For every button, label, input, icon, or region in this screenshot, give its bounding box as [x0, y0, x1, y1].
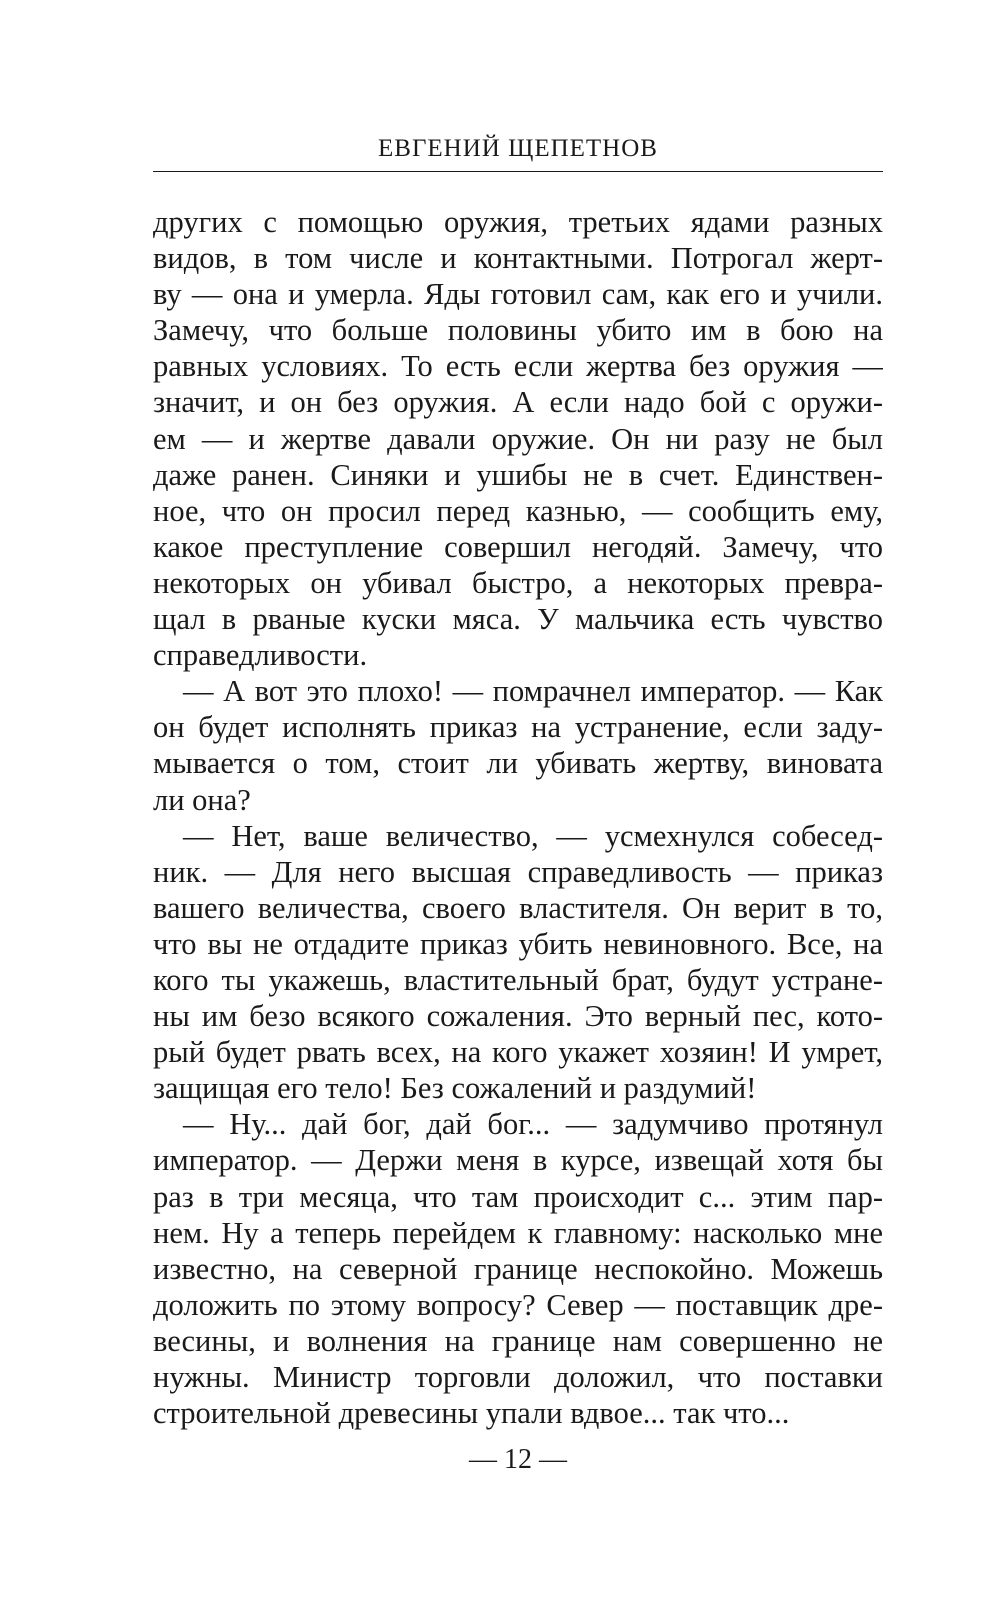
- page-number: — 12 —: [469, 1444, 567, 1475]
- text-line: нем. Ну а теперь перейдем к главному: насколько мне: [153, 1215, 883, 1250]
- text-line: других с помощью оружия, третьих ядами разных: [153, 205, 883, 239]
- text-line: ны им безо всякого сожаления. Это верный пес, кото-: [153, 999, 883, 1034]
- text-line: вашего величества, своего властителя. Он верит в то,: [153, 890, 883, 925]
- text-line: он будет исполнять приказ на устранение, если заду-: [153, 710, 883, 745]
- text-line: кого ты укажешь, властительный брат, будут устране-: [153, 962, 883, 997]
- text-line: видов, в том числе и контактными. Потрогал жерт-: [153, 241, 883, 276]
- text-line: ное, что он просил перед казнью, — сообщить ему,: [153, 493, 883, 528]
- text-line: рый будет рвать всех, на кого укажет хозяин! И умрет,: [153, 1035, 883, 1070]
- text-line: доложить по этому вопросу? Север — поставщик дре-: [153, 1287, 883, 1322]
- text-line: справедливости.: [153, 638, 368, 673]
- text-line: значит, и он без оружия. А если надо бой с оружи-: [153, 385, 883, 420]
- text-line: равных условиях. То есть если жертва без оружия —: [153, 349, 883, 384]
- text-line: нужны. Министр торговли доложил, что поставки: [153, 1360, 883, 1394]
- text-line: даже ранен. Синяки и ушибы не в счет. Единствен-: [153, 457, 883, 492]
- header-rule: [153, 171, 883, 172]
- text-line: какое преступление совершил негодяй. Замечу, что: [153, 529, 883, 564]
- text-line: раз в три месяца, что там происходит с... этим пар-: [153, 1179, 883, 1214]
- text-line: Замечу, что больше половины убито им в бою на: [153, 313, 883, 348]
- text-line: известно, на северной границе неспокойно. Можешь: [153, 1251, 883, 1286]
- text-line: щал в рваные куски мяса. У мальчика есть чувство: [153, 602, 883, 637]
- text-line: строительной древесины упали вдвое... так что...: [153, 1396, 790, 1431]
- text-line: император. — Держи меня в курсе, извещай хотя бы: [153, 1143, 883, 1178]
- text-line: мывается о том, стоит ли убивать жертву, виновата: [153, 746, 883, 781]
- text-line: весины, и волнения на границе нам совершенно не: [153, 1323, 883, 1358]
- text-line: защищая его тело! Без сожалений и раздумий!: [153, 1071, 757, 1106]
- text-line: — А вот это плохо! — помрачнел император. — Как: [183, 674, 883, 709]
- text-line: — Ну... дай бог, дай бог... — задумчиво протянул: [183, 1107, 883, 1142]
- text-line: ем — и жертве давали оружие. Он ни разу не был: [153, 421, 883, 456]
- text-line: ник. — Для него высшая справедливость — приказ: [153, 854, 883, 889]
- text-line: что вы не отдадите приказ убить невиновного. Все, на: [153, 926, 883, 961]
- text-line: ли она?: [153, 782, 251, 817]
- running-head-author: ЕВГЕНИЙ ЩЕПЕТНОВ: [378, 135, 658, 162]
- text-line: — Нет, ваше величество, — усмехнулся собесед-: [183, 818, 883, 853]
- body-text: [153, 204, 883, 1431]
- text-line: некоторых он убивал быстро, а некоторых превра-: [153, 565, 883, 600]
- text-line: ву — она и умерла. Яды готовил сам, как его и учили.: [153, 277, 883, 312]
